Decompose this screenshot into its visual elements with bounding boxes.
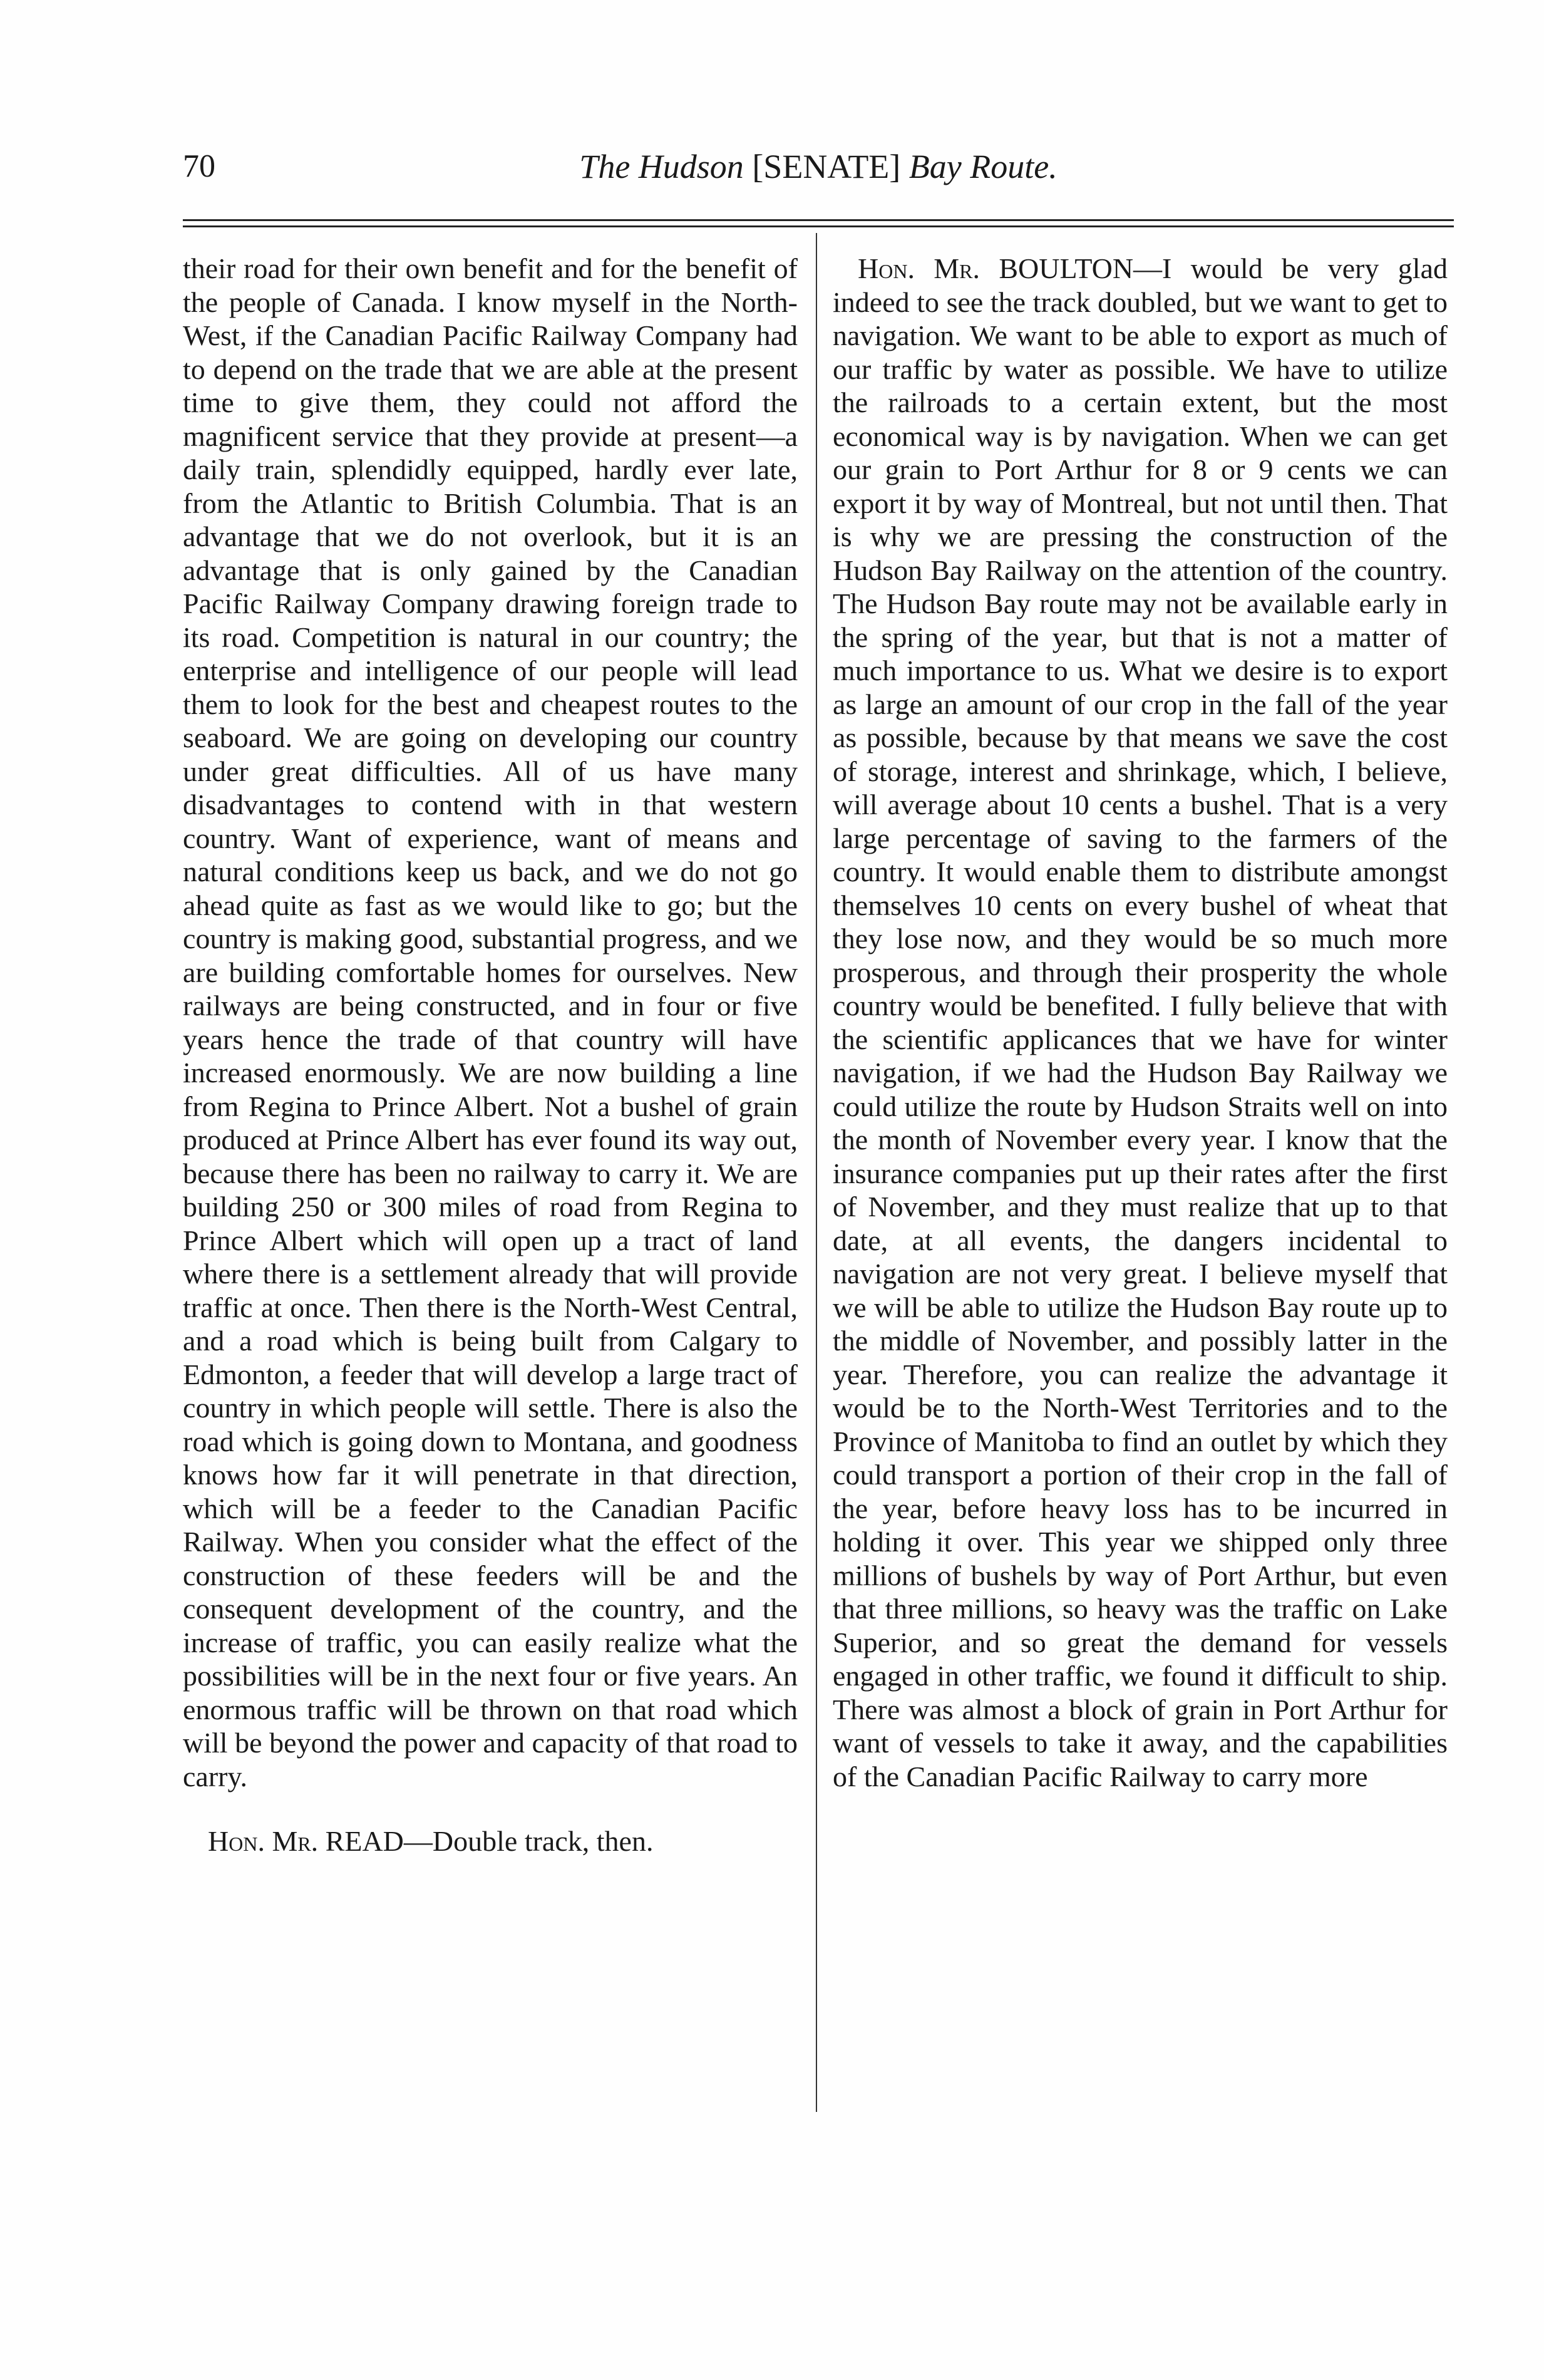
- right-paragraph-1: [833, 252, 1448, 1793]
- page-header: [183, 148, 1454, 198]
- running-head-part1: The Hudson: [579, 148, 753, 185]
- running-head: [183, 148, 1454, 185]
- header-rule-top: [183, 219, 1454, 221]
- speaker-read: Hon. Mr. READ: [208, 1825, 404, 1857]
- page-number: 70: [183, 148, 215, 184]
- right-column: [833, 252, 1448, 1793]
- left-paragraph-2: [183, 1824, 798, 1858]
- column-divider: [816, 233, 817, 2112]
- speaker-boulton: Hon. Mr. BOULTON: [858, 252, 1134, 284]
- left-paragraph-1: their road for their own benefit and for the benefit of the people of Canada. I know myself in the North-West, if the Canadian Pacific Railway Company had to depend on the trade that we are able at the present time to give them, they could not afford the magnificent service that they provide at present—a daily train, splendidly equipped, hardly ever late, from the Atlantic to British Columbia. That is an advantage that we do not overlook, but it is an advantage that is only gained by the Canadian Pacific Railway Company drawing foreign trade to its road. Competition is natural in our country; the enterprise and intelligence of our people will lead them to look for the best and cheapest routes to the seaboard. We are going on developing our country under great difficulties. All of us have many disadvantages to contend with in that western country. Want of experience, want of means and natural conditions keep us back, and we do not go ahead quite as fast as we would like to go; but the country is making good, substantial progress, and we are building comfortable homes for ourselves. New railways are being constructed, and in four or five years hence the trade of that country will have increased enormously. We are now building a line from Regina to Prince Albert. Not a bushel of grain produced at Prince Albert has ever found its way out, because there has been no railway to carry it. We are building 250 or 300 miles of road from Regina to Prince Albert which will open up a tract of land where there is a settlement already that will provide traffic at once. Then there is the North-West Central, and a road which is being built from Calgary to Edmonton, a feeder that will develop a large tract of country in which people will settle. There is also the road which is going down to Montana, and goodness knows how far it will penetrate in that direction, which will be a feeder to the Canadian Pacific Railway. When you consider what the effect of the construction of these feeders will be and the consequent development of the country, and the increase of traffic, you can easily realize what the possibilities will be in the next four or five years. An enormous traffic will be thrown on that road which will be beyond the power and capacity of that road to carry.: [183, 252, 798, 1793]
- running-head-part2: Bay Route.: [900, 148, 1058, 185]
- header-rule-bottom: [183, 225, 1454, 227]
- running-head-senate: [SENATE]: [752, 148, 901, 185]
- right-paragraph-1-text: —I would be very glad indeed to see the track doubled, but we want to get to navigation. We want to be able to export as much of our traffic by water as possible. We have to utilize the railroads to a certain extent, but the most economical way is by navigation. When we can get our grain to Port Arthur for 8 or 9 cents we can export it by way of Montreal, but not until then. That is why we are pressing the construction of the Hudson Bay Railway on the attention of the country. The Hudson Bay route may not be available early in the spring of the year, but that is not a matter of much importance to us. What we desire is to export as large an amount of our crop in the fall of the year as possible, because by that means we save the cost of storage, interest and shrinkage, which, I believe, will average about 10 cents a bushel. That is a very large percentage of saving to the farmers of the country. It would enable them to distribute amongst themselves 10 cents on every bushel of wheat that they lose now, and they would be so much more prosperous, and through their prosperity the whole country would be benefited. I fully believe that with the scientific applicances that we have for winter navigation, if we had the Hudson Bay Railway we could utilize the route by Hudson Straits well on into the month of November every year. I know that the insurance companies put up their rates after the first of November, and they must realize that up to that date, at all events, the dangers incidental to navigation are not very great. I believe myself that we will be able to utilize the Hudson Bay route up to the middle of November, and possibly latter in the year. Therefore, you can realize the advantage it would be to the North-West Territories and to the Province of Manitoba to find an outlet by which they could transport a portion of their crop in the fall of the year, before heavy loss has to be incurred in holding it over. This year we shipped only three millions of bushels by way of Port Arthur, but even that three millions, so heavy was the traffic on Lake Superior, and so great the demand for vessels engaged in other traffic, we found it difficult to ship. There was almost a block of grain in Port Arthur for want of vessels to take it away, and the capabilities of the Canadian Pacific Railway to carry more: [833, 252, 1448, 1793]
- left-paragraph-2-text: —Double track, then.: [403, 1825, 654, 1857]
- left-column: [183, 252, 798, 1858]
